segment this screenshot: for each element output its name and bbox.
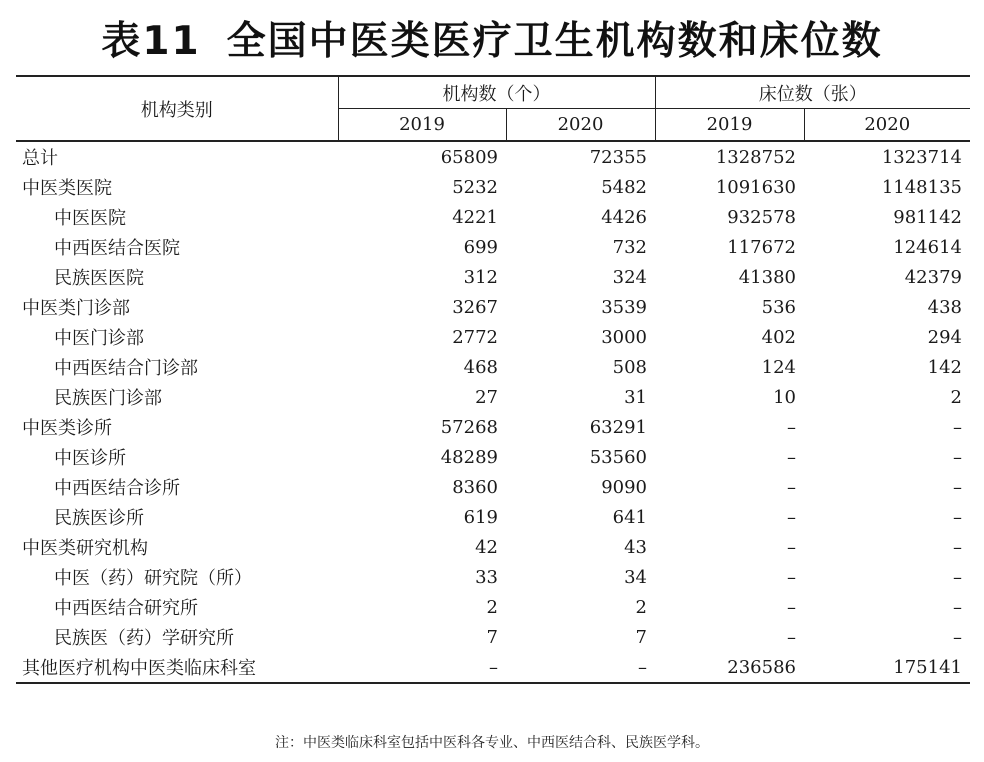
year-header: 2019 <box>655 109 804 142</box>
row-label: 中西医结合研究所 <box>54 598 198 619</box>
row-value: – <box>787 596 796 618</box>
row-label: 中医诊所 <box>54 448 126 469</box>
row-label: 中医门诊部 <box>54 328 144 349</box>
row-value: 4426 <box>601 206 647 228</box>
row-label: 中西医结合医院 <box>54 238 180 259</box>
table-row <box>16 232 970 262</box>
row-value: 3539 <box>601 296 647 318</box>
page-title <box>0 10 984 66</box>
row-value: 42379 <box>904 266 962 288</box>
row-label: 总计 <box>22 148 58 169</box>
table-row <box>16 652 970 683</box>
row-value: 117672 <box>727 236 796 258</box>
row-value: 33 <box>475 566 498 588</box>
row-value: 2772 <box>452 326 498 348</box>
row-value: – <box>953 596 962 618</box>
row-value: 124 <box>761 356 796 378</box>
table-row <box>16 412 970 442</box>
row-value: 932578 <box>727 206 796 228</box>
row-label: 其他医疗机构中医类临床科室 <box>22 658 256 679</box>
row-value: 641 <box>612 506 647 528</box>
row-label: 中医类研究机构 <box>22 538 148 559</box>
row-value: 1328752 <box>715 146 796 168</box>
row-value: – <box>787 446 796 468</box>
row-value: 324 <box>612 266 647 288</box>
row-value: 699 <box>463 236 498 258</box>
table-row <box>16 262 970 292</box>
row-value: – <box>953 476 962 498</box>
row-value: 57268 <box>440 416 498 438</box>
row-value: 31 <box>624 386 647 408</box>
row-value: 7 <box>486 626 498 648</box>
row-value: 1323714 <box>881 146 962 168</box>
row-value: 48289 <box>440 446 498 468</box>
table-row <box>16 442 970 472</box>
row-label: 民族医医院 <box>54 268 144 289</box>
row-value: 53560 <box>589 446 647 468</box>
table-body <box>16 141 970 683</box>
table-row <box>16 352 970 382</box>
row-value: 3000 <box>601 326 647 348</box>
row-label: 中医类医院 <box>22 178 112 199</box>
table-row <box>16 502 970 532</box>
column-group-institutions: 机构数（个） <box>338 76 655 109</box>
row-value: 468 <box>463 356 498 378</box>
row-label: 中医类诊所 <box>22 418 112 439</box>
row-value: – <box>953 626 962 648</box>
row-value: 3267 <box>452 296 498 318</box>
row-value: – <box>787 626 796 648</box>
row-value: 34 <box>624 566 647 588</box>
row-value: – <box>953 446 962 468</box>
row-value: 981142 <box>893 206 962 228</box>
row-value: – <box>787 566 796 588</box>
row-label: 中医类门诊部 <box>22 298 130 319</box>
year-header: 2020 <box>864 114 911 135</box>
row-value: 438 <box>927 296 962 318</box>
column-header-category: 机构类别 <box>16 76 338 141</box>
row-value: – <box>787 536 796 558</box>
year-header: 2020 <box>506 109 655 142</box>
table-row <box>16 382 970 412</box>
row-value: – <box>489 656 498 678</box>
data-table <box>16 75 970 684</box>
row-value: – <box>787 416 796 438</box>
row-value: 41380 <box>738 266 796 288</box>
table-row <box>16 202 970 232</box>
row-value: 4221 <box>452 206 498 228</box>
year-header: 2019 <box>338 109 506 142</box>
table-number: 表11 <box>101 19 201 64</box>
row-value: 2 <box>635 596 647 618</box>
row-value: 2 <box>486 596 498 618</box>
row-value: 1148135 <box>881 176 962 198</box>
row-label: 中西医结合门诊部 <box>54 358 198 379</box>
row-value: 294 <box>927 326 962 348</box>
row-value: 8360 <box>452 476 498 498</box>
row-value: 2 <box>950 386 962 408</box>
row-value: 72355 <box>589 146 647 168</box>
row-value: 5232 <box>452 176 498 198</box>
row-value: 312 <box>463 266 498 288</box>
row-value: – <box>953 566 962 588</box>
row-value: 175141 <box>893 656 962 678</box>
row-value: 1091630 <box>715 176 796 198</box>
table-row <box>16 141 970 172</box>
row-value: 5482 <box>601 176 647 198</box>
table-row <box>16 172 970 202</box>
table-row <box>16 562 970 592</box>
row-value: – <box>638 656 647 678</box>
table-row <box>16 592 970 622</box>
table-row <box>16 322 970 352</box>
row-label: 民族医门诊部 <box>54 388 162 409</box>
row-value: – <box>787 476 796 498</box>
row-value: 7 <box>635 626 647 648</box>
row-value: 9090 <box>601 476 647 498</box>
row-value: – <box>953 536 962 558</box>
row-label: 中西医结合诊所 <box>54 478 180 499</box>
row-value: – <box>953 506 962 528</box>
table-row <box>16 292 970 322</box>
row-value: 124614 <box>893 236 962 258</box>
table-row <box>16 622 970 652</box>
row-value: 65809 <box>440 146 498 168</box>
column-group-beds: 床位数（张） <box>655 76 970 109</box>
row-value: 508 <box>612 356 647 378</box>
row-value: 619 <box>463 506 498 528</box>
row-value: 236586 <box>727 656 796 678</box>
row-value: 43 <box>624 536 647 558</box>
table-title: 全国中医类医疗卫生机构数和床位数 <box>226 19 883 64</box>
row-label: 中医（药）研究院（所） <box>54 568 252 589</box>
row-value: 536 <box>761 296 796 318</box>
row-value: 142 <box>927 356 962 378</box>
table-row <box>16 532 970 562</box>
row-value: 732 <box>612 236 647 258</box>
row-value: – <box>953 416 962 438</box>
row-value: 402 <box>761 326 796 348</box>
footnote: 注：中医类临床科室包括中医科各专业、中西医结合科、民族医学科。 <box>275 735 709 751</box>
row-value: 63291 <box>589 416 647 438</box>
row-label: 民族医诊所 <box>54 508 144 529</box>
table-row <box>16 472 970 502</box>
row-label: 中医医院 <box>54 208 126 229</box>
row-value: 42 <box>475 536 498 558</box>
row-label: 民族医（药）学研究所 <box>54 628 234 649</box>
row-value: 27 <box>475 386 498 408</box>
row-value: 10 <box>773 386 796 408</box>
row-value: – <box>787 506 796 528</box>
